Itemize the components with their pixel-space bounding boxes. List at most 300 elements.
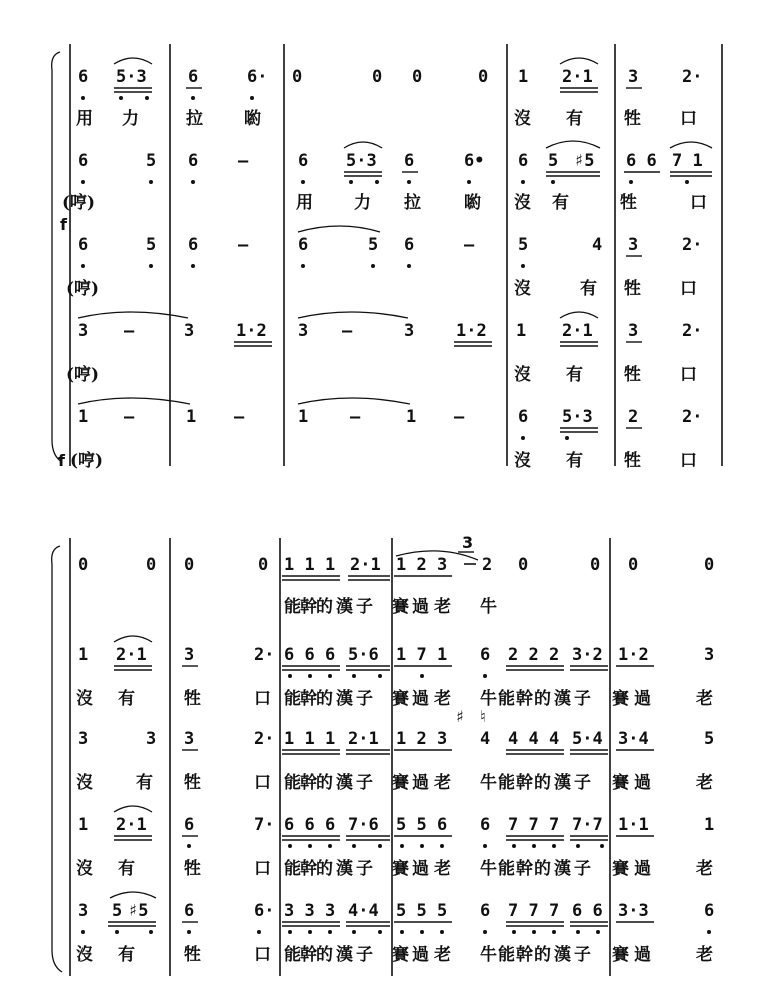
lyric: 沒 xyxy=(514,109,531,129)
system-1-row-1-notes xyxy=(78,58,702,100)
octave-dot xyxy=(521,436,525,440)
lyric: (哼) xyxy=(66,279,100,299)
note: 6 xyxy=(480,815,491,835)
octave-dot xyxy=(288,674,292,678)
octave-dot xyxy=(565,436,569,440)
slur xyxy=(114,636,152,642)
note: — xyxy=(454,407,465,427)
system-2-row-3-notes xyxy=(78,707,714,754)
octave-dot xyxy=(440,844,444,848)
note: 2· xyxy=(254,645,275,665)
octave-dot xyxy=(600,844,604,848)
note: 5 xyxy=(146,151,157,171)
lyric: 牛 xyxy=(480,859,497,879)
system-2 xyxy=(52,533,715,976)
lyric: 老 xyxy=(434,859,451,879)
system-1 xyxy=(52,44,722,471)
lyric: 有 xyxy=(118,689,135,709)
note: 0 xyxy=(78,555,89,575)
lyric: 力 xyxy=(122,109,139,129)
system-1-brace xyxy=(52,52,62,462)
lyric: 牲 xyxy=(184,945,201,965)
slur xyxy=(560,58,598,64)
note: 3 xyxy=(704,645,715,665)
lyric: 沒 xyxy=(514,279,531,299)
lyric: 漢 xyxy=(336,773,353,793)
lyric: 過 xyxy=(634,689,651,709)
note: 0 xyxy=(412,67,423,87)
note: 6 xyxy=(78,235,89,255)
note: 6 xyxy=(298,235,309,255)
octave-dot xyxy=(250,96,254,100)
lyric: 口 xyxy=(680,279,697,299)
octave-dot xyxy=(149,930,153,934)
octave-dot xyxy=(308,674,312,678)
note: 2·1 xyxy=(562,321,593,341)
lyric: 能 xyxy=(284,945,301,965)
lyric: 拉 xyxy=(186,109,203,129)
octave-dot xyxy=(191,264,195,268)
note: 6 6 6 xyxy=(284,645,336,665)
lyric: (哼) xyxy=(70,451,104,471)
octave-dot xyxy=(349,180,353,184)
lyric: 子 xyxy=(356,689,373,709)
note: 3 xyxy=(78,321,89,341)
lyric: 有 xyxy=(552,193,569,213)
lyric: 漢 xyxy=(336,597,353,617)
note: 1·2 xyxy=(456,321,487,341)
note: 3 xyxy=(628,67,639,87)
dynamic-mark: f xyxy=(60,215,67,234)
lyric: 牲 xyxy=(184,689,201,709)
note: 0 xyxy=(628,555,639,575)
lyric: 牲 xyxy=(184,859,201,879)
note: 3 xyxy=(184,729,195,749)
note: 3 xyxy=(298,321,309,341)
note: 2 xyxy=(628,407,639,427)
lyric: 的 xyxy=(534,945,551,965)
octave-dot xyxy=(378,930,382,934)
note: 6 xyxy=(704,901,715,921)
note: 2 xyxy=(482,555,493,575)
lyric: 力 xyxy=(354,193,371,213)
lyric: 的 xyxy=(534,773,551,793)
lyric: 能 xyxy=(498,859,515,879)
note: 5 xyxy=(704,729,715,749)
note: — xyxy=(342,321,353,341)
octave-dot xyxy=(288,930,292,934)
note: 6 xyxy=(404,235,415,255)
note: 2·1 xyxy=(562,67,593,87)
note: 5 xyxy=(368,235,379,255)
note: 1 xyxy=(518,67,529,87)
note: 3 xyxy=(628,235,639,255)
note: 6 xyxy=(188,151,199,171)
note: 1 xyxy=(78,815,89,835)
lyric: 過 xyxy=(634,945,651,965)
note: 2·1 xyxy=(348,729,379,749)
lyric: 子 xyxy=(574,859,591,879)
octave-dot xyxy=(308,930,312,934)
octave-dot xyxy=(407,180,411,184)
lyric: 的 xyxy=(534,689,551,709)
system-2-row-5-lyrics xyxy=(76,944,713,965)
octave-dot xyxy=(420,844,424,848)
lyric: 子 xyxy=(356,859,373,879)
octave-dot xyxy=(512,844,516,848)
note: ♯5 xyxy=(574,151,595,171)
octave-dot xyxy=(576,930,580,934)
octave-dot xyxy=(301,180,305,184)
lyric: 口 xyxy=(680,451,697,471)
lyric: 沒 xyxy=(514,365,531,385)
lyric: 沒 xyxy=(76,859,93,879)
lyric: 牛 xyxy=(480,773,497,793)
note: 3 xyxy=(78,901,89,921)
note: 6· xyxy=(254,901,275,921)
note: 5 5 5 xyxy=(396,901,448,921)
note: 2· xyxy=(682,407,703,427)
lyric: 牲 xyxy=(624,451,641,471)
lyric: 有 xyxy=(136,773,153,793)
octave-dot xyxy=(81,930,85,934)
note: 3 xyxy=(78,729,89,749)
system-1-row-3-notes xyxy=(78,226,702,268)
lyric: 幹 xyxy=(516,859,533,879)
system-1-row-4-lyrics xyxy=(66,364,697,385)
lyric: 沒 xyxy=(76,773,93,793)
note: 0 xyxy=(590,555,601,575)
lyric: 過 xyxy=(412,859,429,879)
lyric: 漢 xyxy=(554,689,571,709)
octave-dot xyxy=(115,930,119,934)
lyric: 口 xyxy=(254,773,271,793)
octave-dot xyxy=(328,930,332,934)
lyric: 能 xyxy=(284,597,301,617)
lyric: 口 xyxy=(254,859,271,879)
note: 1 xyxy=(298,407,309,427)
lyric: 喲 xyxy=(464,193,481,213)
octave-dot xyxy=(420,930,424,934)
lyric: 有 xyxy=(566,109,583,129)
lyric: 能 xyxy=(284,859,301,879)
lyric: 的 xyxy=(316,945,333,965)
lyric: 賽 xyxy=(392,773,409,793)
tie xyxy=(298,398,410,404)
lyric: 口 xyxy=(254,945,271,965)
octave-dot xyxy=(187,844,191,848)
slur xyxy=(344,142,382,148)
octave-dot xyxy=(145,96,149,100)
lyric: 過 xyxy=(412,945,429,965)
note: 7 7 7 xyxy=(508,815,560,835)
note: 3·3 xyxy=(618,901,649,921)
note: 2· xyxy=(682,235,703,255)
lyric: 老 xyxy=(434,945,451,965)
note: 6 xyxy=(480,645,491,665)
lyric: 口 xyxy=(254,689,271,709)
lyric: 拉 xyxy=(404,193,421,213)
note: 1 1 1 xyxy=(284,555,336,575)
note: 1 7 1 xyxy=(396,645,448,665)
note: 0 xyxy=(258,555,269,575)
note: 1·2 xyxy=(618,645,649,665)
note: 1 2 3 xyxy=(396,555,448,575)
lyric: 幹 xyxy=(516,773,533,793)
lyric: 賽 xyxy=(612,773,629,793)
system-2-row-3-lyrics xyxy=(76,772,713,793)
note: 7·7 xyxy=(572,815,603,835)
system-2-row-2-notes xyxy=(78,636,714,678)
sharp-accidental: ♯ xyxy=(456,707,464,726)
lyric: 牛 xyxy=(480,945,497,965)
note: 5·3 xyxy=(562,407,593,427)
lyric: 子 xyxy=(574,945,591,965)
note: 3 xyxy=(184,645,195,665)
system-1-row-4-notes xyxy=(78,312,702,346)
note: 0 xyxy=(184,555,195,575)
octave-dot xyxy=(400,844,404,848)
note: 1 xyxy=(406,407,417,427)
note: 5·6 xyxy=(348,645,379,665)
lyric: 用 xyxy=(76,109,93,129)
lyric: 幹 xyxy=(300,859,317,879)
note: 6 6 xyxy=(572,901,603,921)
slur xyxy=(114,58,152,64)
natural-accidental: ♮ xyxy=(480,707,486,726)
lyric: 老 xyxy=(696,945,713,965)
note: 0 xyxy=(478,67,489,87)
octave-dot xyxy=(149,264,153,268)
lyric: 老 xyxy=(434,773,451,793)
slur xyxy=(546,141,600,148)
lyric: 子 xyxy=(356,597,373,617)
lyric: 口 xyxy=(680,109,697,129)
octave-dot xyxy=(532,930,536,934)
note: 1·2 xyxy=(236,321,267,341)
lyric: 老 xyxy=(696,859,713,879)
slur xyxy=(114,806,152,812)
lyric: 漢 xyxy=(336,945,353,965)
octave-dot xyxy=(707,930,711,934)
note: 5 xyxy=(146,235,157,255)
system-1-row-3-lyrics xyxy=(66,278,697,299)
system-1-row-2-notes xyxy=(78,141,712,184)
lyric: 牛 xyxy=(480,689,497,709)
octave-dot xyxy=(552,930,556,934)
note: 6 xyxy=(404,151,415,171)
octave-dot xyxy=(552,844,556,848)
lyric: 沒 xyxy=(76,689,93,709)
lyric: 子 xyxy=(574,773,591,793)
note: 0 xyxy=(518,555,529,575)
note: 3 xyxy=(404,321,415,341)
octave-dot xyxy=(352,674,356,678)
lyric: 口 xyxy=(680,365,697,385)
note: 1 xyxy=(78,645,89,665)
lyric: 賽 xyxy=(612,689,629,709)
note: 6 6 6 xyxy=(284,815,336,835)
octave-dot xyxy=(191,96,195,100)
note: 6 xyxy=(184,815,195,835)
note: 5 xyxy=(112,901,123,921)
octave-dot xyxy=(400,930,404,934)
lyric: 老 xyxy=(696,689,713,709)
lyric: 的 xyxy=(316,689,333,709)
note: 6 xyxy=(78,151,89,171)
system-2-row-4-notes xyxy=(78,806,714,848)
note: — xyxy=(464,235,475,255)
lyric: 幹 xyxy=(300,945,317,965)
lyric: 口 xyxy=(690,193,707,213)
note: 4·4 xyxy=(348,901,379,921)
note: 6• xyxy=(464,151,485,171)
tie xyxy=(78,312,188,318)
note: 5 xyxy=(518,235,529,255)
octave-dot xyxy=(440,930,444,934)
note: 0 xyxy=(372,67,383,87)
system-1-row-5-notes xyxy=(78,398,702,440)
lyric: 幹 xyxy=(516,689,533,709)
note: 5·4 xyxy=(572,729,603,749)
lyric: 用 xyxy=(296,193,313,213)
octave-dot xyxy=(328,674,332,678)
note: 0 xyxy=(292,67,303,87)
octave-dot xyxy=(149,180,153,184)
note: 2·1 xyxy=(350,555,381,575)
system-2-row-1-notes xyxy=(78,533,714,580)
lyric: (哼) xyxy=(66,365,100,385)
octave-dot xyxy=(187,930,191,934)
lyric: 牲 xyxy=(624,109,641,129)
lyric: 能 xyxy=(498,773,515,793)
octave-dot xyxy=(596,930,600,934)
note: 6 xyxy=(480,901,491,921)
lyric: 漢 xyxy=(554,773,571,793)
octave-dot xyxy=(301,264,305,268)
note: 1 2 3 xyxy=(396,729,448,749)
lyric: 有 xyxy=(118,859,135,879)
octave-dot xyxy=(352,930,356,934)
note: 6 xyxy=(188,67,199,87)
note: 2·1 xyxy=(116,815,147,835)
note: — xyxy=(124,321,135,341)
octave-dot xyxy=(371,264,375,268)
note: 1 xyxy=(186,407,197,427)
lyric: 能 xyxy=(498,945,515,965)
lyric: 能 xyxy=(498,689,515,709)
lyric: 有 xyxy=(118,945,135,965)
note: 6 xyxy=(78,67,89,87)
octave-dot xyxy=(576,844,580,848)
lyric: 漢 xyxy=(336,859,353,879)
octave-dot xyxy=(420,674,424,678)
octave-dot xyxy=(685,180,689,184)
lyric: 牲 xyxy=(624,279,641,299)
note: 4 xyxy=(592,235,603,255)
lyric: 賽 xyxy=(392,945,409,965)
note: ♯5 xyxy=(128,901,149,921)
lyric: 過 xyxy=(634,773,651,793)
note: 3 xyxy=(184,321,195,341)
octave-dot xyxy=(521,180,525,184)
system-2-brace xyxy=(52,546,62,972)
lyric: 過 xyxy=(412,597,429,617)
system-1-row-1-lyrics xyxy=(76,108,697,129)
note: 2· xyxy=(682,67,703,87)
lyric: 賽 xyxy=(612,859,629,879)
lyric: 幹 xyxy=(516,945,533,965)
lyric: 子 xyxy=(574,689,591,709)
note: 3 3 3 xyxy=(284,901,336,921)
note: 5 5 6 xyxy=(396,815,448,835)
lyric: 的 xyxy=(316,859,333,879)
lyric: 的 xyxy=(534,859,551,879)
lyric: 賽 xyxy=(612,945,629,965)
system-2-row-1-lyrics xyxy=(284,596,497,617)
note: 1 1 1 xyxy=(284,729,336,749)
lyric: 的 xyxy=(316,773,333,793)
note: — xyxy=(234,407,245,427)
system-2-row-2-lyrics xyxy=(76,688,713,709)
lyric: 過 xyxy=(634,859,651,879)
note: 5·3 xyxy=(346,151,377,171)
octave-dot xyxy=(288,844,292,848)
lyric: 賽 xyxy=(392,859,409,879)
tie xyxy=(78,398,190,404)
octave-dot xyxy=(378,674,382,678)
note: — xyxy=(238,235,249,255)
octave-dot xyxy=(512,930,516,934)
lyric: 喲 xyxy=(244,109,261,129)
note: 6 6 xyxy=(626,151,657,171)
lyric: 牲 xyxy=(184,773,201,793)
octave-dot xyxy=(81,264,85,268)
lyric: 的 xyxy=(316,597,333,617)
note: 3 xyxy=(146,729,157,749)
octave-dot xyxy=(81,180,85,184)
meter-mark: 3 xyxy=(462,533,474,552)
octave-dot xyxy=(191,180,195,184)
octave-dot xyxy=(81,96,85,100)
octave-dot xyxy=(467,180,471,184)
note: 2 2 2 xyxy=(508,645,560,665)
note: 7 7 7 xyxy=(508,901,560,921)
note: 6 xyxy=(298,151,309,171)
lyric: 老 xyxy=(696,773,713,793)
note: 7· xyxy=(254,815,275,835)
octave-dot xyxy=(375,180,379,184)
slur xyxy=(298,226,380,232)
octave-dot xyxy=(328,844,332,848)
slur xyxy=(560,312,598,318)
note: 1 xyxy=(78,407,89,427)
note: — xyxy=(124,407,135,427)
note: 6 xyxy=(184,901,195,921)
note: 6 xyxy=(188,235,199,255)
lyric: 幹 xyxy=(300,597,317,617)
note: 2· xyxy=(254,729,275,749)
lyric: 漢 xyxy=(554,859,571,879)
note: — xyxy=(238,151,249,171)
octave-dot xyxy=(532,844,536,848)
note: 6· xyxy=(247,67,268,87)
note: 1 xyxy=(704,815,715,835)
note: 5·3 xyxy=(116,67,147,87)
octave-dot xyxy=(407,264,411,268)
note: 7 1 xyxy=(672,151,703,171)
octave-dot xyxy=(257,930,261,934)
